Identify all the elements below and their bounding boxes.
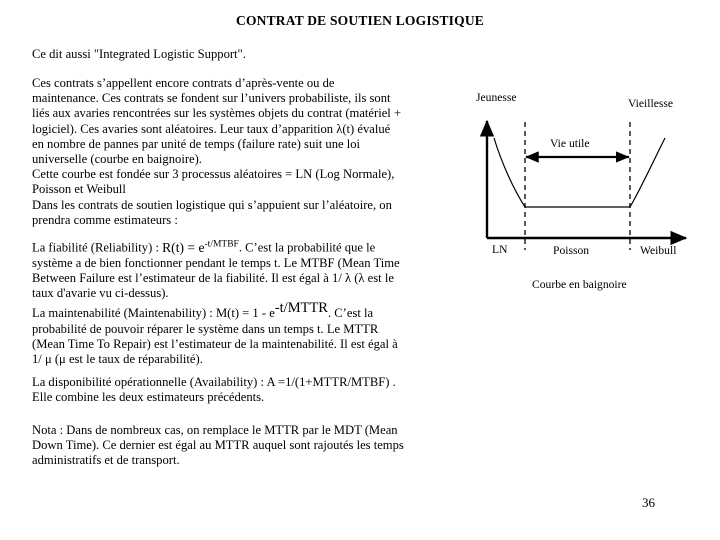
paragraph-block-2 bbox=[32, 237, 404, 367]
paragraph-2-text: Cette courbe est fondée sur 3 processus aléatoires = LN (Log Normale), Poisson et Weibull bbox=[32, 167, 395, 197]
maintainability-formula-exponent: -t/MTTR bbox=[274, 300, 328, 317]
diagram-label-vieillesse: Vieillesse bbox=[628, 97, 674, 110]
reliability-formula bbox=[162, 240, 239, 255]
bathtub-curve-svg bbox=[440, 80, 710, 310]
paragraph-block-1 bbox=[32, 76, 404, 228]
reliability-formula-exponent: -t/MTBF bbox=[204, 239, 239, 249]
diagram-axis-label-ln: LN bbox=[492, 243, 508, 256]
maintainability-tail: . C’est la probabilité de pouvoir réparer le système dans un temps t. Le MTTR (Mean Time To Repair) est l’estimateur de la maintenabilité. Il est égal à 1/ μ (μ est le taux de réparabilité). bbox=[32, 306, 398, 367]
paragraph-1-text: Ces contrats s’appellent encore contrats d’après-vente ou de maintenance. Ces contrats se fondent sur l’univers probabiliste, ils sont liés aux avaries rencontrées sur les systèmes objets du contrat (matériel + logiciel). Ces avaries sont aléatoires. Leur taux d’apparition λ(t) évalué en nombre de pannes par unité de temps (failure rate) suit une loi universelle (courbe en baignoire). bbox=[32, 76, 402, 167]
paragraph-intro: Ce dit aussi "Integrated Logistic Support". bbox=[32, 47, 246, 61]
paragraph-nota: Nota : Dans de nombreux cas, on remplace le MTTR par le MDT (Mean Down Time). Ce dernier est égal au MTTR auquel sont rajoutés les temps administratifs et de transport. bbox=[32, 423, 404, 468]
reliability-lead: La fiabilité (Reliability) : bbox=[32, 240, 163, 255]
diagram-label-jeunesse: Jeunesse bbox=[476, 91, 517, 104]
diagram-axis-label-weibull: Weibull bbox=[640, 244, 677, 257]
reliability-formula-body: R(t) = e bbox=[162, 239, 205, 255]
paragraph-3-text: Dans les contrats de soutien logistique qui s’appuient sur l’aléatoire, on prendra comme estimateurs : bbox=[32, 197, 392, 227]
page-title: CONTRAT DE SOUTIEN LOGISTIQUE bbox=[236, 13, 484, 28]
paragraph-availability: La disponibilité opérationnelle (Availability) : A =1/(1+MTTR/MTBF) . Elle combine les deux estimateurs précédents. bbox=[32, 375, 396, 405]
maintainability-lead: La maintenabilité (Maintenability) : M(t) = 1 - e bbox=[32, 306, 275, 321]
reliability-tail: . C’est la probabilité que le système a de bien fonctionner pendant le temps t. Le MTBF (Mean Time Between Failure est l’estimateur de la fiabilité. Il est égal à 1/ λ (λ est le taux d'avarie vu ci-dessus). bbox=[32, 240, 400, 301]
bathtub-curve-diagram bbox=[440, 80, 710, 310]
diagram-caption: Courbe en baignoire bbox=[532, 278, 627, 291]
diagram-label-vie-utile: Vie utile bbox=[550, 137, 590, 150]
page-number: 36 bbox=[642, 495, 655, 510]
diagram-axis-label-poisson: Poisson bbox=[553, 244, 590, 257]
